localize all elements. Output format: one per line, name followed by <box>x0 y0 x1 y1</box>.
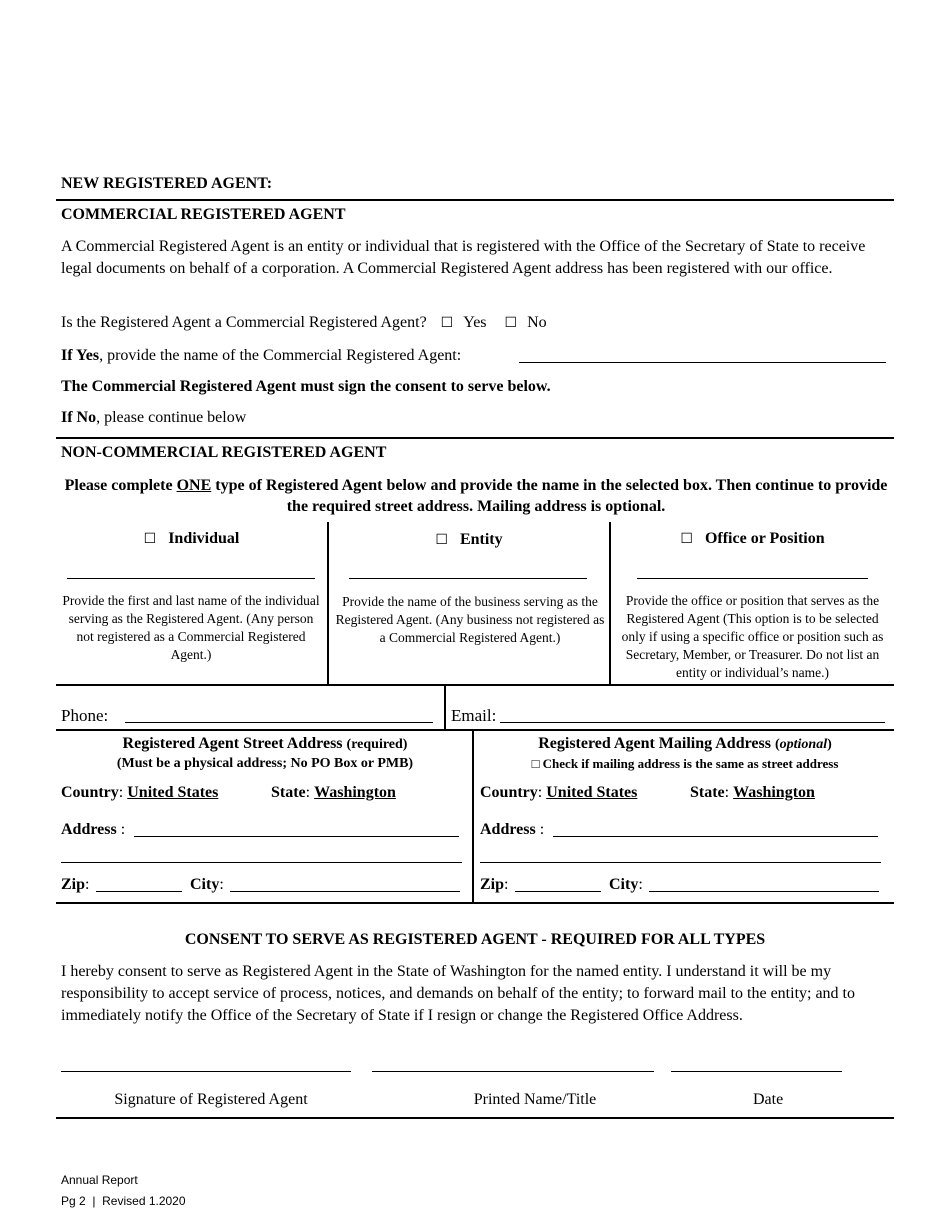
divider <box>56 1117 894 1119</box>
mailing-title-text: Registered Agent Mailing Address <box>538 735 771 752</box>
entity-checkbox[interactable]: ☐ <box>435 532 448 548</box>
mailing-address-row: Address : <box>480 821 545 838</box>
type-office[interactable] <box>611 530 894 548</box>
commercial-question-row <box>61 314 547 332</box>
no-label: No <box>527 314 547 331</box>
divider <box>56 199 894 201</box>
printed-name-label: Printed Name/Title <box>473 1091 597 1108</box>
yes-checkbox[interactable]: ☐ <box>440 315 454 331</box>
street-address-title <box>61 735 469 753</box>
commercial-agent-name-field[interactable] <box>519 362 886 363</box>
footer-page: Pg 2 | Revised 1.2020 <box>61 1194 186 1208</box>
new-agent-heading: NEW REGISTERED AGENT: <box>61 175 273 192</box>
street-address-row: Address : <box>61 821 126 838</box>
type-individual[interactable] <box>56 530 327 548</box>
date-field[interactable] <box>671 1071 842 1072</box>
street-zip-row: Zip: <box>61 876 90 893</box>
phone-field[interactable] <box>125 722 433 723</box>
mailing-city-row: City: <box>609 876 643 893</box>
street-state-label: State <box>271 784 306 801</box>
instruction-one: ONE <box>176 477 212 494</box>
street-address-label: Address <box>61 821 117 838</box>
noncommercial-instruction <box>61 475 891 517</box>
street-state-row: State: Washington <box>271 784 396 801</box>
if-yes-text: , provide the name of the Commercial Registered Agent: <box>99 347 462 364</box>
street-title-text: Registered Agent Street Address <box>122 735 343 752</box>
divider <box>56 902 894 904</box>
type-entity[interactable] <box>329 531 609 549</box>
mailing-zip-row: Zip: <box>480 876 509 893</box>
signature-label: Signature of Registered Agent <box>114 1091 308 1108</box>
individual-checkbox[interactable]: ☐ <box>143 531 157 547</box>
mailing-zip-label: Zip <box>480 876 505 893</box>
if-yes-row <box>61 347 461 365</box>
email-field[interactable] <box>500 722 885 723</box>
commercial-question: Is the Registered Agent a Commercial Registered Agent? <box>61 314 427 331</box>
street-country-label: Country <box>61 784 119 801</box>
entity-label: Entity <box>459 531 503 548</box>
mailing-country-row: Country: United States <box>480 784 638 801</box>
office-name-field[interactable] <box>637 578 868 579</box>
street-city-label: City <box>190 876 220 893</box>
individual-label: Individual <box>168 530 240 547</box>
street-zip-field[interactable] <box>96 891 182 892</box>
street-city-field[interactable] <box>230 891 460 892</box>
street-country-value: United States <box>127 784 219 801</box>
if-no-text: , please continue below <box>96 409 247 426</box>
street-title-note: (required) <box>346 737 408 752</box>
phone-label: Phone: <box>61 706 109 725</box>
footer-title: Annual Report <box>61 1173 138 1187</box>
date-label: Date <box>753 1091 784 1108</box>
mailing-country-label: Country <box>480 784 538 801</box>
individual-help: Provide the first and last name of the individual serving as the Registered Agent. (Any person not registered as a Commercial Registered Agent.) <box>62 593 320 662</box>
yes-label: Yes <box>463 314 487 331</box>
mailing-state-row: State: Washington <box>690 784 815 801</box>
office-checkbox[interactable]: ☐ <box>680 531 693 547</box>
street-zip-label: Zip <box>61 876 86 893</box>
printed-name-field[interactable] <box>372 1071 654 1072</box>
mailing-same-checkbox[interactable]: □ Check if mailing address is the same as street address <box>531 756 839 771</box>
mailing-city-label: City <box>609 876 639 893</box>
street-address-subtitle: (Must be a physical address; No PO Box or PMB) <box>116 756 414 771</box>
commercial-heading: COMMERCIAL REGISTERED AGENT <box>61 206 346 223</box>
divider <box>56 729 894 731</box>
street-state-value: Washington <box>314 784 396 801</box>
mailing-title-note: optional <box>779 737 828 752</box>
mailing-city-field[interactable] <box>649 891 879 892</box>
office-help: Provide the office or position that serves as the Registered Agent (This option is to be selected only if using a specific office or position such as Secretary, Member, or Treasurer. Do not list an entity or individual’s name.) <box>621 593 884 680</box>
email-label: Email: <box>451 706 497 725</box>
mailing-zip-field[interactable] <box>515 891 601 892</box>
street-city-row: City: <box>190 876 224 893</box>
street-address-line2-field[interactable] <box>61 862 462 863</box>
mailing-state-label: State <box>690 784 725 801</box>
mailing-address-line2-field[interactable] <box>480 862 881 863</box>
must-sign-note: The Commercial Registered Agent must sign the consent to serve below. <box>61 378 551 395</box>
if-no-row <box>61 409 246 427</box>
mailing-address-field[interactable] <box>553 836 878 837</box>
signature-field[interactable] <box>61 1071 351 1072</box>
consent-text: I hereby consent to serve as Registered Agent in the State of Washington for the named entity. I understand it will be my responsibility to accept service of process, notices, and demands on behalf of the entity; to forward mail to the entity; and to immediately notify the Office of the Secretary of State if I resign or change the Registered Office Address. <box>61 963 855 1024</box>
instruction-pre: Please complete <box>64 477 177 494</box>
office-label: Office or Position <box>704 530 825 547</box>
commercial-description: A Commercial Registered Agent is an entity or individual that is registered with the Office of the Secretary of State to receive legal documents on behalf of a corporation. A Commercial Registered Agent address has been registered with our office. <box>61 238 866 277</box>
street-country-row: Country: United States <box>61 784 219 801</box>
instruction-post: type of Registered Agent below and provide the name in the selected box. Then continue to provide the required street address. Mailing address is optional. <box>211 477 888 515</box>
mailing-state-value: Washington <box>733 784 815 801</box>
mailing-address-label: Address <box>480 821 536 838</box>
divider <box>56 684 894 686</box>
divider <box>56 437 894 439</box>
divider <box>472 731 474 903</box>
noncommercial-heading: NON-COMMERCIAL REGISTERED AGENT <box>61 444 387 461</box>
individual-name-field[interactable] <box>67 578 315 579</box>
entity-help: Provide the name of the business serving as the Registered Agent. (Any business not registered as a Commercial Registered Agent.) <box>335 594 605 645</box>
mailing-address-title: Registered Agent Mailing Address (optional) <box>538 735 832 752</box>
divider <box>444 685 446 730</box>
consent-heading: CONSENT TO SERVE AS REGISTERED AGENT - REQUIRED FOR ALL TYPES <box>184 931 766 948</box>
street-address-field[interactable] <box>134 836 459 837</box>
no-checkbox[interactable]: ☐ <box>504 315 518 331</box>
mailing-country-value: United States <box>546 784 638 801</box>
if-yes-bold: If Yes <box>61 347 100 364</box>
entity-name-field[interactable] <box>349 578 587 579</box>
if-no-bold: If No <box>61 409 97 426</box>
